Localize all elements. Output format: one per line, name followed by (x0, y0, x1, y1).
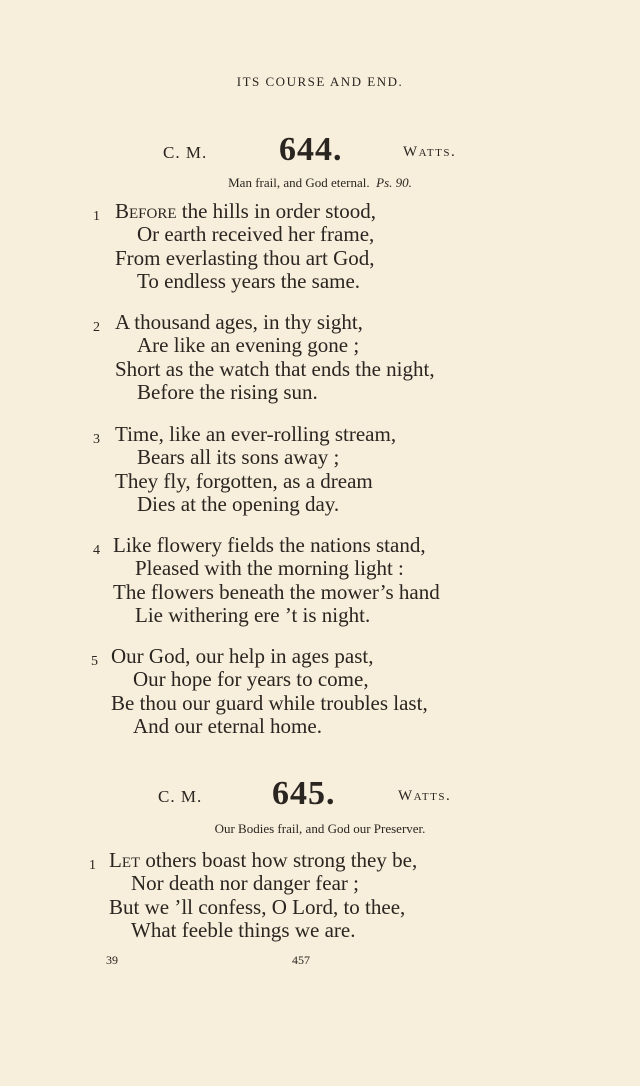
stanza-line: Pleased with the morning light : (135, 556, 404, 581)
stanza-number: 3 (93, 432, 100, 447)
hymn-644-author: Watts. (403, 144, 457, 160)
stanza-line: And our eternal home. (133, 713, 322, 738)
stanza-line: Lie withering ere ’t is night. (135, 602, 371, 627)
hymn-644-stanza-3 (93, 422, 397, 516)
hymn-644-stanza-4 (93, 533, 440, 627)
hymn-645-header (0, 775, 640, 818)
hymn-644-subtitle (0, 175, 640, 191)
stanza-line: Nor death nor danger fear ; (131, 871, 359, 896)
stanza-line: Are like an evening gone ; (137, 333, 360, 358)
stanza-first-word: Before (115, 199, 177, 223)
stanza-number: 1 (93, 209, 100, 224)
stanza-line-rest: the hills in order stood, (176, 199, 376, 223)
stanza-line: A thousand ages, in thy sight, (115, 310, 363, 334)
stanza-first-word: Let (109, 848, 141, 872)
stanza-line (109, 849, 417, 872)
signature-mark: 39 (106, 953, 118, 967)
stanza-line: Be thou our guard while troubles last, (111, 690, 428, 715)
stanza-line: Time, like an ever-rolling stream, (115, 422, 397, 446)
hymn-645-author: Watts. (398, 788, 452, 804)
hymn-644-subtitle-text: Man frail, and God eternal. (228, 175, 370, 190)
hymn-645-stanza-1 (89, 848, 418, 942)
stanza-line: Our hope for years to come, (133, 667, 369, 692)
stanza-line: Or earth received her frame, (137, 222, 375, 247)
hymn-645-number: 645. (272, 775, 336, 812)
page-number: 457 (292, 953, 310, 967)
hymn-644-reference: Ps. 90. (376, 175, 412, 190)
stanza-line: Like flowery fields the nations stand, (113, 533, 426, 557)
stanza-number: 2 (93, 320, 100, 335)
stanza-line: The flowers beneath the mower’s hand (113, 579, 440, 604)
stanza-line: From everlasting thou art God, (115, 245, 375, 270)
stanza-line: They fly, forgotten, as a dream (115, 468, 373, 493)
hymn-645-meter: C. M. (158, 787, 203, 806)
hymn-644-stanza-1 (93, 199, 376, 293)
hymn-644-header (0, 131, 640, 174)
stanza-number: 1 (89, 858, 96, 873)
hymn-645-subtitle: Our Bodies frail, and God our Preserver. (214, 821, 426, 836)
stanza-line (115, 200, 376, 223)
stanza-line: Short as the watch that ends the night, (115, 356, 435, 381)
hymn-644-meter: C. M. (163, 143, 208, 162)
hymn-644-number: 644. (279, 131, 343, 168)
stanza-number: 4 (93, 543, 100, 558)
stanza-line: But we ’ll confess, O Lord, to thee, (109, 894, 406, 919)
hymn-644-stanza-5 (91, 644, 428, 738)
stanza-line: Bears all its sons away ; (137, 445, 340, 470)
stanza-line: Dies at the opening day. (137, 491, 340, 516)
stanza-number: 5 (91, 654, 98, 669)
stanza-line: What feeble things we are. (131, 917, 356, 942)
stanza-line: Our God, our help in ages past, (111, 644, 374, 668)
stanza-line-rest: others boast how strong they be, (140, 848, 418, 872)
hymn-644-stanza-2 (93, 310, 435, 404)
running-head: ITS COURSE AND END. (236, 74, 404, 89)
stanza-line: Before the rising sun. (137, 379, 318, 404)
stanza-line: To endless years the same. (137, 268, 361, 293)
